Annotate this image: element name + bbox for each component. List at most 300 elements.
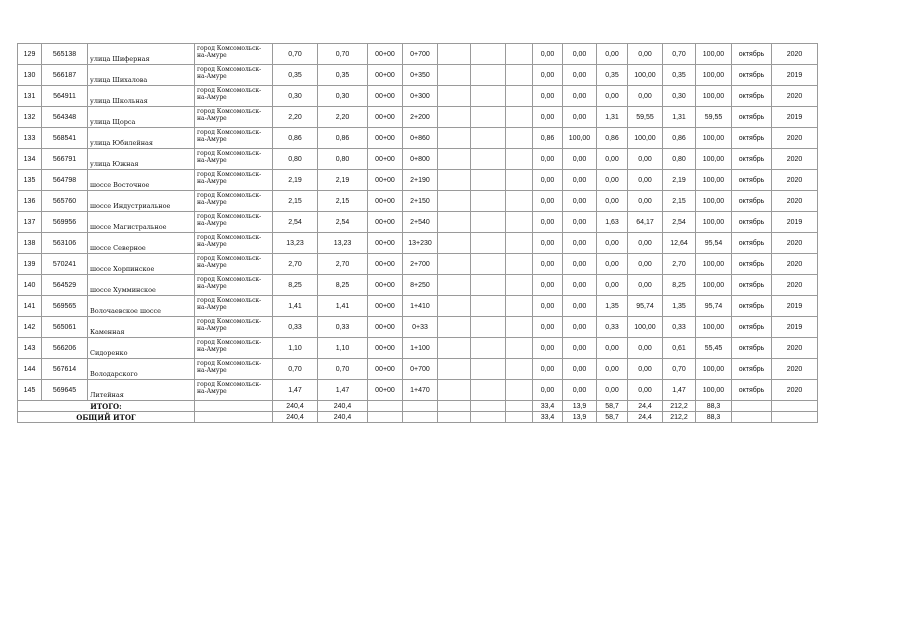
road-code-cell: 569956 <box>42 212 88 233</box>
row-number-cell: 145 <box>18 380 42 401</box>
value-cell: 0,33 <box>663 317 696 338</box>
empty-cell <box>438 380 471 401</box>
city-cell: город Комсомольск-на-Амуре <box>195 212 273 233</box>
length-cell: 0,86 <box>318 128 368 149</box>
length-cell: 0,80 <box>273 149 318 170</box>
road-name-cell: улица Школьная <box>88 86 195 107</box>
value-cell: 0,00 <box>533 233 563 254</box>
empty-cell <box>471 65 506 86</box>
value-cell: 0,00 <box>563 107 597 128</box>
total-value-cell: 33,4 <box>533 412 563 423</box>
month-cell: октябрь <box>732 380 772 401</box>
empty-cell <box>471 338 506 359</box>
year-cell: 2020 <box>772 254 818 275</box>
year-cell: 2019 <box>772 317 818 338</box>
road-code-cell: 566791 <box>42 149 88 170</box>
length-cell: 13,23 <box>318 233 368 254</box>
end-km-cell: 1+470 <box>403 380 438 401</box>
value-cell: 2,15 <box>663 191 696 212</box>
value-cell: 1,31 <box>663 107 696 128</box>
total-length-cell: 240,4 <box>318 412 368 423</box>
value-cell: 0,00 <box>533 44 563 65</box>
end-km-cell: 0+33 <box>403 317 438 338</box>
start-km-cell: 00+00 <box>368 107 403 128</box>
empty-cell <box>438 191 471 212</box>
empty-cell <box>438 401 471 412</box>
road-name-cell: Волочаевское шоссе <box>88 296 195 317</box>
road-code-cell: 565061 <box>42 317 88 338</box>
value-cell: 0,00 <box>563 275 597 296</box>
road-code-cell: 563106 <box>42 233 88 254</box>
city-cell: город Комсомольск-на-Амуре <box>195 65 273 86</box>
value-cell: 0,00 <box>628 254 663 275</box>
year-cell: 2020 <box>772 359 818 380</box>
road-name-cell: Литейная <box>88 380 195 401</box>
empty-cell <box>368 412 403 423</box>
city-cell: город Комсомольск-на-Амуре <box>195 170 273 191</box>
road-name-cell: улица Шихалова <box>88 65 195 86</box>
empty-cell <box>506 359 533 380</box>
value-cell: 55,45 <box>696 338 732 359</box>
value-cell: 0,00 <box>597 44 628 65</box>
empty-cell <box>506 65 533 86</box>
value-cell: 0,00 <box>533 149 563 170</box>
value-cell: 0,00 <box>597 254 628 275</box>
value-cell: 0,00 <box>533 86 563 107</box>
row-number-cell: 136 <box>18 191 42 212</box>
value-cell: 0,00 <box>533 338 563 359</box>
year-cell: 2020 <box>772 86 818 107</box>
year-cell: 2020 <box>772 149 818 170</box>
length-cell: 2,70 <box>273 254 318 275</box>
empty-cell <box>732 412 772 423</box>
start-km-cell: 00+00 <box>368 44 403 65</box>
empty-cell <box>732 401 772 412</box>
start-km-cell: 00+00 <box>368 212 403 233</box>
end-km-cell: 0+700 <box>403 359 438 380</box>
empty-cell <box>471 296 506 317</box>
value-cell: 100,00 <box>628 65 663 86</box>
value-cell: 0,00 <box>628 338 663 359</box>
table-body <box>18 44 851 423</box>
row-number-cell: 135 <box>18 170 42 191</box>
table-row <box>18 317 851 338</box>
length-cell: 2,15 <box>318 191 368 212</box>
value-cell: 2,70 <box>663 254 696 275</box>
length-cell: 2,54 <box>318 212 368 233</box>
row-number-cell: 130 <box>18 65 42 86</box>
empty-cell <box>772 412 818 423</box>
empty-cell <box>471 212 506 233</box>
year-cell: 2020 <box>772 338 818 359</box>
road-code-cell: 566187 <box>42 65 88 86</box>
road-code-cell: 566206 <box>42 338 88 359</box>
total-row <box>18 412 851 423</box>
road-code-cell: 564348 <box>42 107 88 128</box>
end-km-cell: 0+700 <box>403 44 438 65</box>
value-cell: 59,55 <box>696 107 732 128</box>
empty-cell <box>471 149 506 170</box>
row-number-cell: 138 <box>18 233 42 254</box>
city-cell: город Комсомольск-на-Амуре <box>195 275 273 296</box>
length-cell: 2,20 <box>318 107 368 128</box>
total-value-cell: 58,7 <box>597 412 628 423</box>
month-cell: октябрь <box>732 170 772 191</box>
value-cell: 64,17 <box>628 212 663 233</box>
start-km-cell: 00+00 <box>368 191 403 212</box>
total-row <box>18 401 851 412</box>
value-cell: 100,00 <box>696 254 732 275</box>
total-label-cell: ИТОГО: <box>18 401 195 412</box>
road-code-cell: 565760 <box>42 191 88 212</box>
length-cell: 0,35 <box>318 65 368 86</box>
value-cell: 0,00 <box>533 296 563 317</box>
value-cell: 8,25 <box>663 275 696 296</box>
city-cell: город Комсомольск-на-Амуре <box>195 44 273 65</box>
length-cell: 0,33 <box>318 317 368 338</box>
value-cell: 1,35 <box>663 296 696 317</box>
value-cell: 0,00 <box>563 359 597 380</box>
length-cell: 0,70 <box>318 359 368 380</box>
month-cell: октябрь <box>732 86 772 107</box>
length-cell: 1,41 <box>318 296 368 317</box>
empty-cell <box>506 275 533 296</box>
empty-cell <box>506 296 533 317</box>
length-cell: 1,47 <box>273 380 318 401</box>
value-cell: 1,63 <box>597 212 628 233</box>
start-km-cell: 00+00 <box>368 149 403 170</box>
value-cell: 0,70 <box>663 44 696 65</box>
value-cell: 0,00 <box>628 233 663 254</box>
value-cell: 95,54 <box>696 233 732 254</box>
empty-cell <box>471 233 506 254</box>
value-cell: 0,00 <box>563 338 597 359</box>
document-page <box>17 43 850 423</box>
value-cell: 1,35 <box>597 296 628 317</box>
empty-cell <box>506 128 533 149</box>
year-cell: 2019 <box>772 212 818 233</box>
start-km-cell: 00+00 <box>368 275 403 296</box>
value-cell: 0,00 <box>563 170 597 191</box>
road-name-cell: улица Южная <box>88 149 195 170</box>
start-km-cell: 00+00 <box>368 380 403 401</box>
row-number-cell: 142 <box>18 317 42 338</box>
road-code-cell: 567614 <box>42 359 88 380</box>
start-km-cell: 00+00 <box>368 338 403 359</box>
value-cell: 0,00 <box>563 65 597 86</box>
end-km-cell: 0+300 <box>403 86 438 107</box>
city-cell: город Комсомольск-на-Амуре <box>195 254 273 275</box>
empty-cell <box>438 254 471 275</box>
value-cell: 0,00 <box>563 233 597 254</box>
empty-cell <box>471 44 506 65</box>
value-cell: 100,00 <box>696 359 732 380</box>
start-km-cell: 00+00 <box>368 296 403 317</box>
length-cell: 2,15 <box>273 191 318 212</box>
end-km-cell: 0+350 <box>403 65 438 86</box>
table-row <box>18 191 851 212</box>
value-cell: 0,00 <box>597 380 628 401</box>
length-cell: 0,33 <box>273 317 318 338</box>
city-cell: город Комсомольск-на-Амуре <box>195 296 273 317</box>
end-km-cell: 2+190 <box>403 170 438 191</box>
total-value-cell: 13,9 <box>563 401 597 412</box>
value-cell: 0,61 <box>663 338 696 359</box>
value-cell: 100,00 <box>696 380 732 401</box>
empty-cell <box>403 412 438 423</box>
month-cell: октябрь <box>732 233 772 254</box>
table-row <box>18 149 851 170</box>
value-cell: 0,00 <box>628 44 663 65</box>
empty-cell <box>471 317 506 338</box>
month-cell: октябрь <box>732 338 772 359</box>
start-km-cell: 00+00 <box>368 170 403 191</box>
value-cell: 0,00 <box>533 212 563 233</box>
length-cell: 2,54 <box>273 212 318 233</box>
empty-cell <box>195 401 273 412</box>
road-code-cell: 570241 <box>42 254 88 275</box>
city-cell: город Комсомольск-на-Амуре <box>195 338 273 359</box>
month-cell: октябрь <box>732 212 772 233</box>
empty-cell <box>471 275 506 296</box>
table-row <box>18 254 851 275</box>
value-cell: 0,00 <box>533 107 563 128</box>
month-cell: октябрь <box>732 44 772 65</box>
empty-cell <box>438 44 471 65</box>
year-cell: 2020 <box>772 380 818 401</box>
roads-table <box>17 43 851 423</box>
value-cell: 0,33 <box>597 317 628 338</box>
empty-cell <box>471 401 506 412</box>
total-length-cell: 240,4 <box>318 401 368 412</box>
row-number-cell: 140 <box>18 275 42 296</box>
value-cell: 0,00 <box>563 380 597 401</box>
value-cell: 0,00 <box>563 317 597 338</box>
city-cell: город Комсомольск-на-Амуре <box>195 86 273 107</box>
month-cell: октябрь <box>732 359 772 380</box>
row-number-cell: 132 <box>18 107 42 128</box>
empty-cell <box>438 170 471 191</box>
month-cell: октябрь <box>732 191 772 212</box>
empty-cell <box>438 317 471 338</box>
empty-cell <box>471 128 506 149</box>
start-km-cell: 00+00 <box>368 86 403 107</box>
year-cell: 2019 <box>772 107 818 128</box>
value-cell: 0,35 <box>597 65 628 86</box>
start-km-cell: 00+00 <box>368 65 403 86</box>
value-cell: 100,00 <box>696 191 732 212</box>
value-cell: 0,00 <box>597 86 628 107</box>
total-value-cell: 88,3 <box>696 401 732 412</box>
length-cell: 1,10 <box>273 338 318 359</box>
start-km-cell: 00+00 <box>368 359 403 380</box>
empty-cell <box>506 412 533 423</box>
total-value-cell: 212,2 <box>663 401 696 412</box>
total-value-cell: 212,2 <box>663 412 696 423</box>
row-number-cell: 134 <box>18 149 42 170</box>
table-row <box>18 44 851 65</box>
value-cell: 0,00 <box>628 380 663 401</box>
value-cell: 100,00 <box>696 128 732 149</box>
empty-cell <box>195 412 273 423</box>
value-cell: 0,00 <box>628 191 663 212</box>
road-code-cell: 564798 <box>42 170 88 191</box>
empty-cell <box>506 86 533 107</box>
city-cell: город Комсомольск-на-Амуре <box>195 380 273 401</box>
road-name-cell: Володарского <box>88 359 195 380</box>
empty-cell <box>471 170 506 191</box>
empty-cell <box>438 212 471 233</box>
value-cell: 0,00 <box>597 359 628 380</box>
end-km-cell: 0+800 <box>403 149 438 170</box>
empty-cell <box>506 212 533 233</box>
empty-cell <box>506 170 533 191</box>
value-cell: 0,00 <box>533 65 563 86</box>
year-cell: 2020 <box>772 170 818 191</box>
length-cell: 13,23 <box>273 233 318 254</box>
empty-cell <box>438 149 471 170</box>
start-km-cell: 00+00 <box>368 128 403 149</box>
total-value-cell: 88,3 <box>696 412 732 423</box>
table-row <box>18 107 851 128</box>
road-name-cell: Каменная <box>88 317 195 338</box>
road-name-cell: шоссе Хумминское <box>88 275 195 296</box>
year-cell: 2020 <box>772 128 818 149</box>
value-cell: 100,00 <box>696 212 732 233</box>
value-cell: 0,00 <box>597 191 628 212</box>
length-cell: 0,30 <box>273 86 318 107</box>
empty-cell <box>506 380 533 401</box>
value-cell: 0,00 <box>533 317 563 338</box>
value-cell: 0,00 <box>628 275 663 296</box>
table-row <box>18 65 851 86</box>
value-cell: 0,00 <box>563 44 597 65</box>
value-cell: 0,00 <box>628 170 663 191</box>
value-cell: 0,00 <box>563 296 597 317</box>
value-cell: 0,00 <box>597 149 628 170</box>
city-cell: город Комсомольск-на-Амуре <box>195 359 273 380</box>
length-cell: 8,25 <box>273 275 318 296</box>
end-km-cell: 8+250 <box>403 275 438 296</box>
empty-cell <box>438 338 471 359</box>
value-cell: 0,30 <box>663 86 696 107</box>
empty-cell <box>471 107 506 128</box>
empty-cell <box>438 107 471 128</box>
total-value-cell: 24,4 <box>628 401 663 412</box>
end-km-cell: 2+200 <box>403 107 438 128</box>
value-cell: 0,00 <box>597 275 628 296</box>
table-row <box>18 233 851 254</box>
table-row <box>18 86 851 107</box>
length-cell: 0,70 <box>273 359 318 380</box>
row-number-cell: 141 <box>18 296 42 317</box>
empty-cell <box>506 317 533 338</box>
empty-cell <box>506 191 533 212</box>
total-value-cell: 58,7 <box>597 401 628 412</box>
length-cell: 0,35 <box>273 65 318 86</box>
total-value-cell: 13,9 <box>563 412 597 423</box>
year-cell: 2019 <box>772 65 818 86</box>
value-cell: 0,86 <box>663 128 696 149</box>
month-cell: октябрь <box>732 128 772 149</box>
empty-cell <box>506 338 533 359</box>
empty-cell <box>506 149 533 170</box>
end-km-cell: 1+100 <box>403 338 438 359</box>
month-cell: октябрь <box>732 149 772 170</box>
row-number-cell: 143 <box>18 338 42 359</box>
length-cell: 1,10 <box>318 338 368 359</box>
empty-cell <box>438 65 471 86</box>
length-cell: 0,70 <box>273 44 318 65</box>
value-cell: 1,31 <box>597 107 628 128</box>
value-cell: 100,00 <box>628 317 663 338</box>
city-cell: город Комсомольск-на-Амуре <box>195 149 273 170</box>
end-km-cell: 1+410 <box>403 296 438 317</box>
length-cell: 1,41 <box>273 296 318 317</box>
year-cell: 2019 <box>772 296 818 317</box>
end-km-cell: 0+860 <box>403 128 438 149</box>
row-number-cell: 129 <box>18 44 42 65</box>
length-cell: 0,30 <box>318 86 368 107</box>
total-value-cell: 24,4 <box>628 412 663 423</box>
empty-cell <box>506 44 533 65</box>
length-cell: 2,70 <box>318 254 368 275</box>
empty-cell <box>506 254 533 275</box>
value-cell: 95,74 <box>696 296 732 317</box>
start-km-cell: 00+00 <box>368 317 403 338</box>
total-value-cell: 33,4 <box>533 401 563 412</box>
end-km-cell: 2+540 <box>403 212 438 233</box>
value-cell: 100,00 <box>696 149 732 170</box>
row-number-cell: 131 <box>18 86 42 107</box>
year-cell: 2020 <box>772 275 818 296</box>
value-cell: 100,00 <box>696 275 732 296</box>
year-cell: 2020 <box>772 233 818 254</box>
value-cell: 2,19 <box>663 170 696 191</box>
city-cell: город Комсомольск-на-Амуре <box>195 128 273 149</box>
start-km-cell: 00+00 <box>368 254 403 275</box>
value-cell: 2,54 <box>663 212 696 233</box>
table-row <box>18 296 851 317</box>
empty-cell <box>772 401 818 412</box>
road-name-cell: улица Щорса <box>88 107 195 128</box>
length-cell: 2,20 <box>273 107 318 128</box>
length-cell: 0,86 <box>273 128 318 149</box>
road-code-cell: 569565 <box>42 296 88 317</box>
table-row <box>18 380 851 401</box>
empty-cell <box>438 128 471 149</box>
empty-cell <box>471 191 506 212</box>
road-name-cell: шоссе Индустриальное <box>88 191 195 212</box>
road-name-cell: улица Шиферная <box>88 44 195 65</box>
value-cell: 0,00 <box>533 275 563 296</box>
value-cell: 0,00 <box>533 191 563 212</box>
empty-cell <box>368 401 403 412</box>
end-km-cell: 2+150 <box>403 191 438 212</box>
value-cell: 100,00 <box>696 170 732 191</box>
road-code-cell: 564911 <box>42 86 88 107</box>
table-row <box>18 128 851 149</box>
road-name-cell: улица Юбилейная <box>88 128 195 149</box>
row-number-cell: 137 <box>18 212 42 233</box>
value-cell: 100,00 <box>696 86 732 107</box>
year-cell: 2020 <box>772 44 818 65</box>
value-cell: 0,86 <box>597 128 628 149</box>
empty-cell <box>438 412 471 423</box>
empty-cell <box>471 412 506 423</box>
empty-cell <box>471 380 506 401</box>
row-number-cell: 144 <box>18 359 42 380</box>
